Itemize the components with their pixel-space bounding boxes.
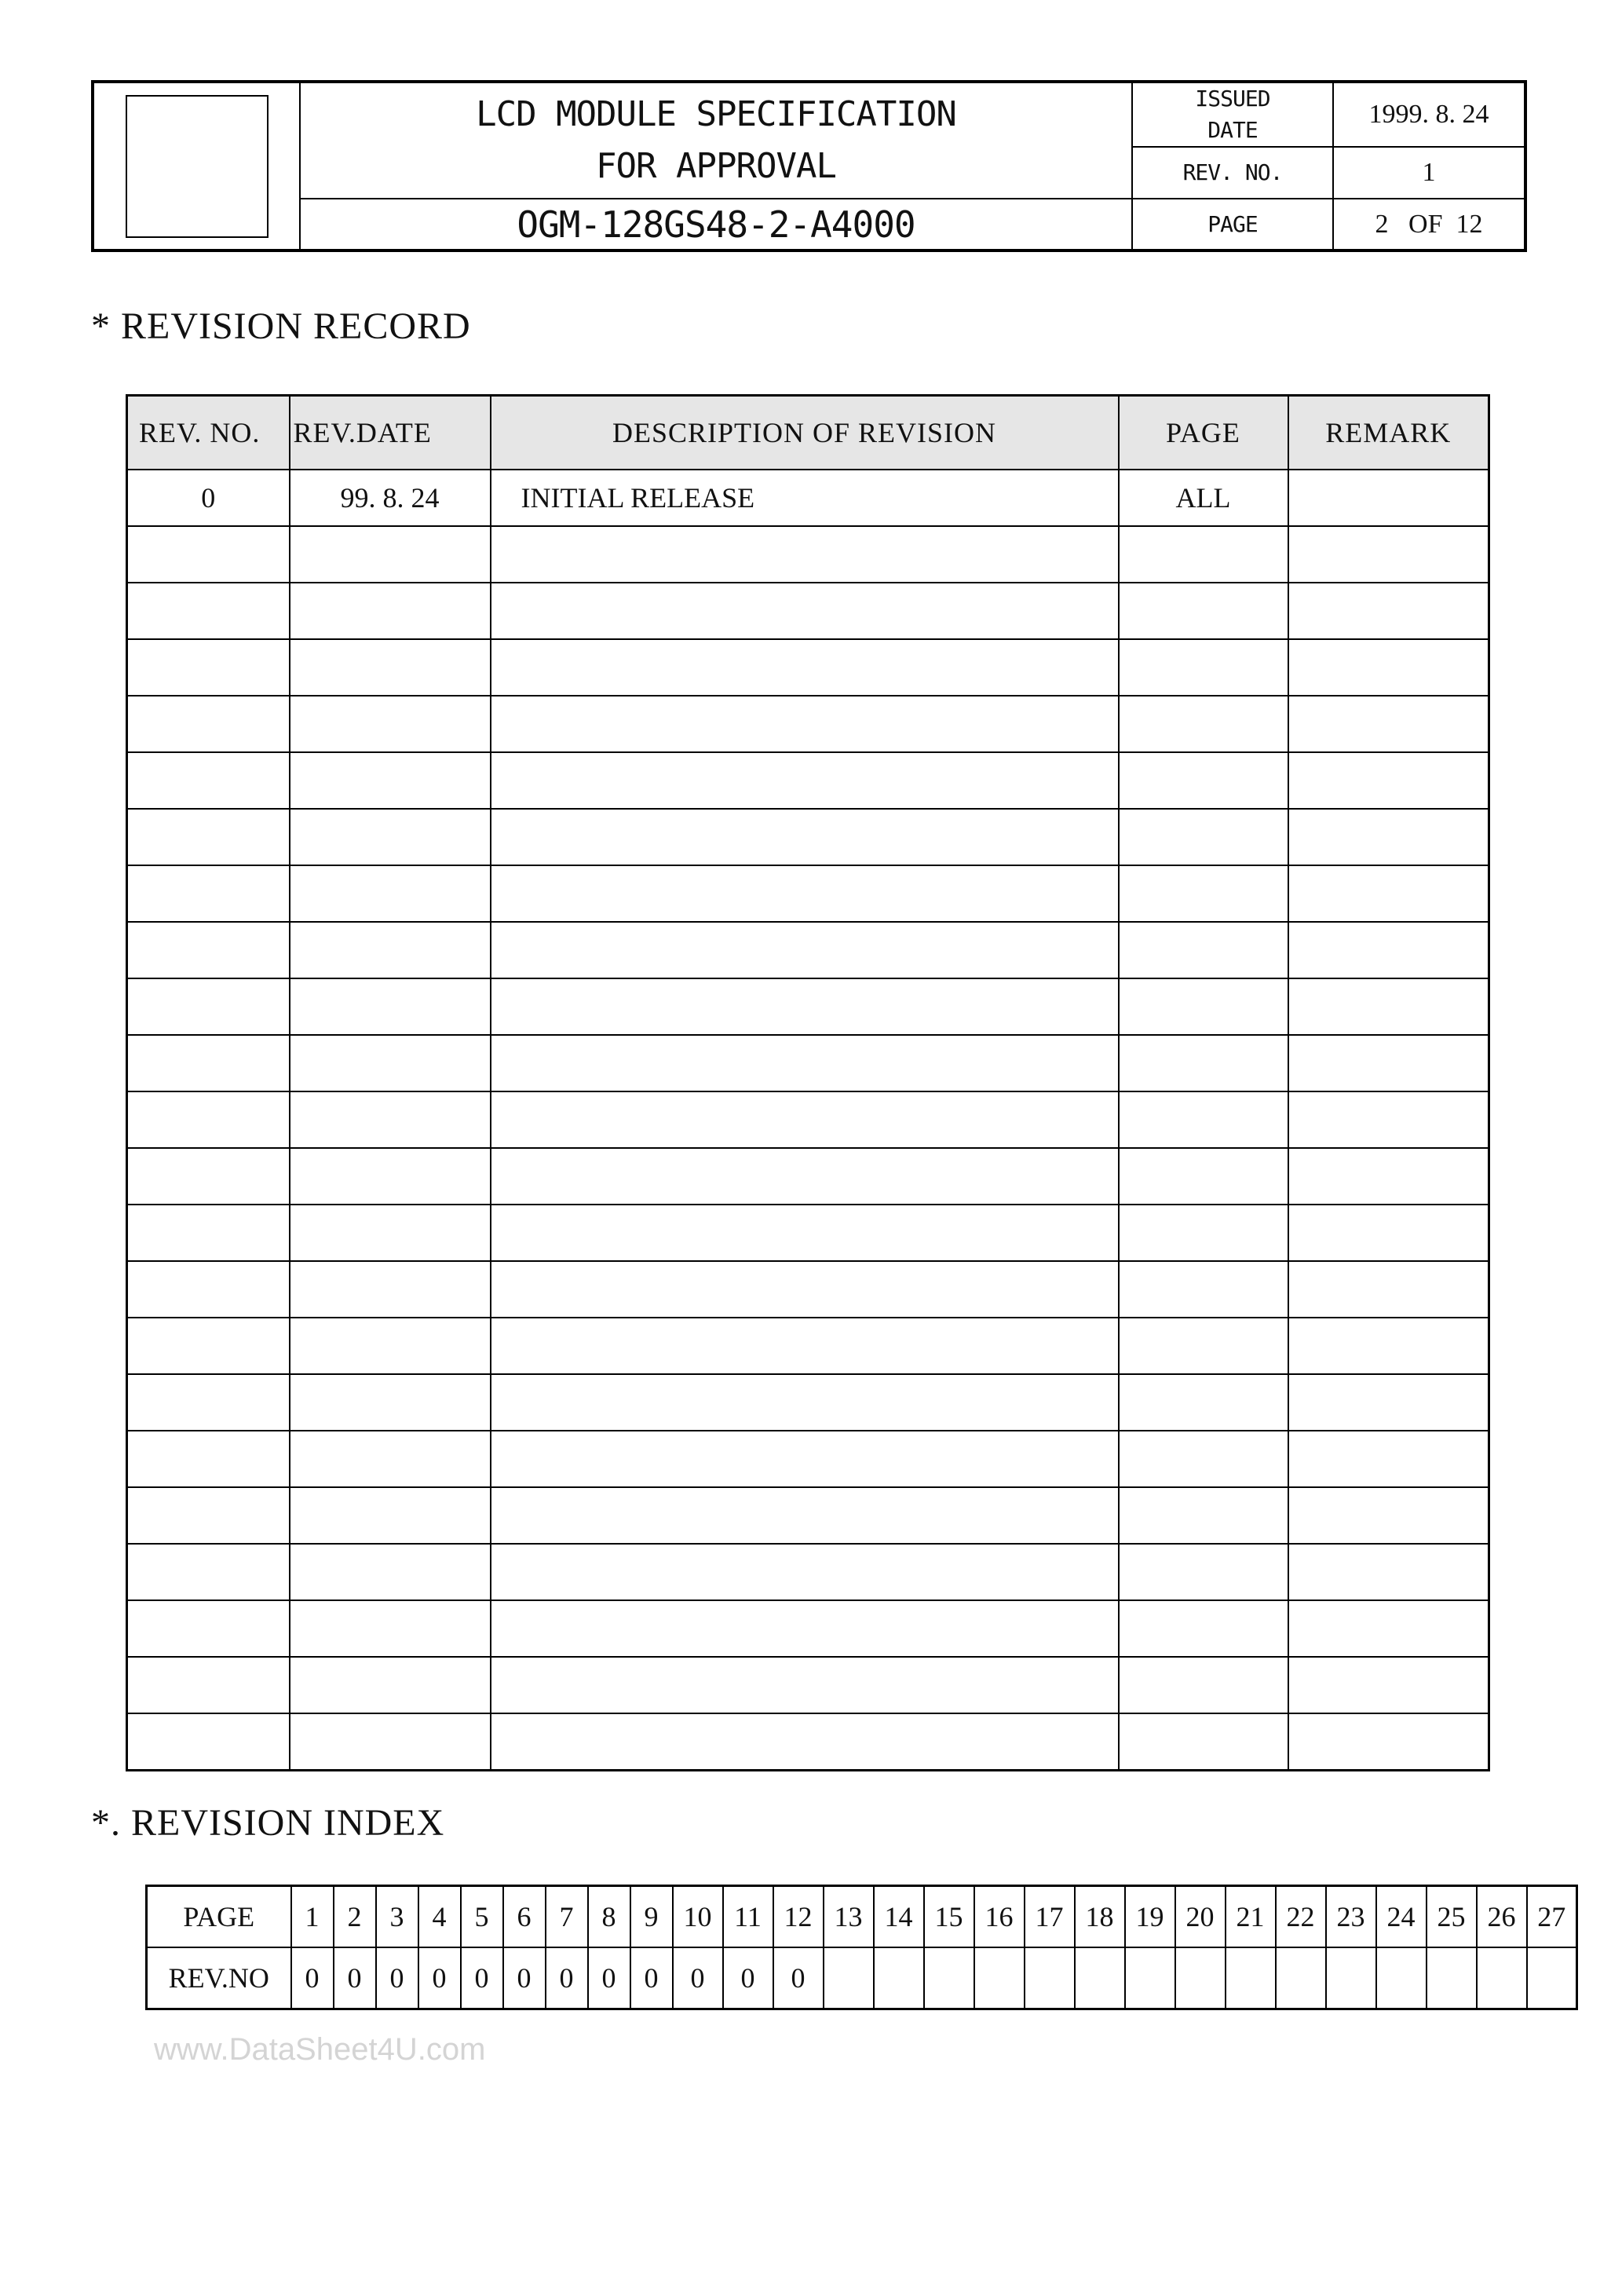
rev-no-value: 1 [1333, 147, 1525, 199]
cell-page [1119, 752, 1288, 809]
revision-record-row [127, 696, 1489, 752]
col-rev-no: REV. NO. [127, 396, 290, 470]
revision-index-page-cell: 25 [1427, 1886, 1477, 1948]
revision-record-row [127, 1035, 1489, 1091]
cell-rev-no [127, 1657, 290, 1713]
cell-description [491, 1261, 1119, 1318]
cell-rev-date [290, 978, 491, 1035]
revision-record-row [127, 470, 1489, 526]
cell-page [1119, 1657, 1288, 1713]
cell-page [1119, 809, 1288, 865]
revision-record-row [127, 809, 1489, 865]
logo-placeholder [126, 95, 269, 238]
revision-index-rev-cell: 0 [334, 1947, 376, 2009]
watermark: www.DataSheet4U.com [154, 2032, 486, 2067]
spec-title-line1: LCD MODULE SPECIFICATION [476, 94, 956, 134]
cell-rev-date [290, 922, 491, 978]
revision-index-page-cell: 22 [1276, 1886, 1326, 1948]
page-label: PAGE [1132, 199, 1333, 250]
cell-rev-no [127, 1318, 290, 1374]
revision-record-row [127, 639, 1489, 696]
cell-rev-no [127, 1091, 290, 1148]
spec-title-line2: FOR APPROVAL [596, 146, 836, 186]
revision-record-row [127, 865, 1489, 922]
cell-rev-date [290, 1318, 491, 1374]
cell-page [1119, 978, 1288, 1035]
cell-remark [1288, 1035, 1489, 1091]
revision-record-row [127, 1487, 1489, 1544]
revision-index-rev-cell [874, 1947, 924, 2009]
cell-description [491, 1713, 1119, 1771]
revision-index-rev-cell: 0 [461, 1947, 503, 2009]
revision-record-row [127, 752, 1489, 809]
cell-description [491, 1035, 1119, 1091]
cell-rev-date [290, 1544, 491, 1600]
col-rev-date: REV.DATE [290, 396, 491, 470]
revision-index-page-cell: 12 [773, 1886, 824, 1948]
revision-index-rev-cell [1125, 1947, 1175, 2009]
revision-record-row [127, 1713, 1489, 1771]
revision-record-row [127, 1091, 1489, 1148]
revision-index-page-row [147, 1886, 1577, 1948]
revision-index-rev-cell [1427, 1947, 1477, 2009]
cell-rev-no [127, 978, 290, 1035]
doc-number: OGM-128GS48-2-A4000 [300, 199, 1132, 250]
revision-index-rev-cell [1527, 1947, 1577, 2009]
logo-cell [93, 82, 300, 250]
col-remark: REMARK [1288, 396, 1489, 470]
cell-description [491, 1148, 1119, 1205]
revision-record-row [127, 1261, 1489, 1318]
cell-description [491, 1487, 1119, 1544]
revision-index-rev-cell [1326, 1947, 1376, 2009]
cell-rev-date [290, 752, 491, 809]
cell-page [1119, 1600, 1288, 1657]
cell-page [1119, 922, 1288, 978]
revision-record-table [126, 394, 1490, 1771]
cell-rev-no [127, 526, 290, 583]
revision-record-row [127, 922, 1489, 978]
cell-description [491, 696, 1119, 752]
cell-rev-no [127, 865, 290, 922]
cell-rev-no [127, 1600, 290, 1657]
cell-remark [1288, 1374, 1489, 1431]
revision-index-rev-cell: 0 [588, 1947, 630, 2009]
revision-index-page-cell: 21 [1226, 1886, 1276, 1948]
cell-remark [1288, 1091, 1489, 1148]
cell-remark [1288, 1600, 1489, 1657]
cell-remark [1288, 865, 1489, 922]
revision-record-row [127, 1205, 1489, 1261]
cell-page [1119, 1035, 1288, 1091]
revision-index-page-cell: 1 [291, 1886, 334, 1948]
revision-index-page-cell: 17 [1025, 1886, 1075, 1948]
revision-index-heading: *. REVISION INDEX [91, 1802, 445, 1844]
cell-page [1119, 1261, 1288, 1318]
rev-no-label: REV. NO. [1132, 147, 1333, 199]
revision-index-rev-cell [1477, 1947, 1527, 2009]
col-page: PAGE [1119, 396, 1288, 470]
revision-index-rev-cell: 0 [503, 1947, 546, 2009]
cell-rev-date [290, 1261, 491, 1318]
cell-page: ALL [1119, 470, 1288, 526]
revision-record-row [127, 583, 1489, 639]
cell-rev-date [290, 1091, 491, 1148]
cell-rev-no [127, 1713, 290, 1771]
cell-rev-no [127, 696, 290, 752]
revision-record-row [127, 526, 1489, 583]
cell-description [491, 922, 1119, 978]
issued-date-value: 1999. 8. 24 [1333, 82, 1525, 147]
cell-page [1119, 1148, 1288, 1205]
cell-rev-no [127, 1148, 290, 1205]
revision-index-page-cell: 13 [824, 1886, 874, 1948]
cell-rev-no [127, 1487, 290, 1544]
revision-record-row [127, 1657, 1489, 1713]
revision-index-page-cell: 9 [630, 1886, 673, 1948]
revision-index-page-cell: 5 [461, 1886, 503, 1948]
cell-description [491, 809, 1119, 865]
revision-index-rev-cell: 0 [418, 1947, 461, 2009]
revision-record-row [127, 1544, 1489, 1600]
cell-page [1119, 865, 1288, 922]
spec-title [300, 82, 1132, 199]
cell-rev-date [290, 639, 491, 696]
cell-page [1119, 1318, 1288, 1374]
revision-index-rev-cell [1175, 1947, 1226, 2009]
cell-rev-no [127, 1035, 290, 1091]
cell-rev-date [290, 1657, 491, 1713]
document-header [91, 80, 1524, 251]
cell-rev-date [290, 809, 491, 865]
cell-remark [1288, 1148, 1489, 1205]
cell-remark [1288, 526, 1489, 583]
revision-record-row [127, 1431, 1489, 1487]
cell-rev-no [127, 639, 290, 696]
cell-remark [1288, 1487, 1489, 1544]
cell-page [1119, 1487, 1288, 1544]
cell-remark [1288, 1431, 1489, 1487]
cell-remark [1288, 1713, 1489, 1771]
revision-index-rev-cell: 0 [291, 1947, 334, 2009]
cell-description [491, 526, 1119, 583]
cell-page [1119, 1091, 1288, 1148]
cell-remark [1288, 1261, 1489, 1318]
revision-index-rev-cell [924, 1947, 974, 2009]
revision-index-page-cell: 3 [376, 1886, 418, 1948]
cell-description [491, 1544, 1119, 1600]
revision-index-rev-cell [1376, 1947, 1427, 2009]
col-description: DESCRIPTION OF REVISION [491, 396, 1119, 470]
issued-label-line2: DATE [1207, 117, 1258, 143]
revision-index-page-cell: 24 [1376, 1886, 1427, 1948]
cell-remark [1288, 696, 1489, 752]
cell-rev-no [127, 1544, 290, 1600]
cell-rev-date [290, 1713, 491, 1771]
cell-remark [1288, 809, 1489, 865]
cell-rev-no [127, 583, 290, 639]
revision-index-page-cell: 18 [1075, 1886, 1125, 1948]
revision-index-rev-cell: 0 [673, 1947, 723, 2009]
cell-description [491, 1205, 1119, 1261]
revision-record-row [127, 978, 1489, 1035]
revision-index-rev-cell: 0 [546, 1947, 588, 2009]
revision-index-page-cell: 23 [1326, 1886, 1376, 1948]
cell-description [491, 583, 1119, 639]
cell-rev-no [127, 809, 290, 865]
revision-index-page-cell: 16 [974, 1886, 1025, 1948]
cell-remark [1288, 1205, 1489, 1261]
cell-rev-date [290, 1431, 491, 1487]
cell-rev-date [290, 865, 491, 922]
cell-rev-no [127, 1431, 290, 1487]
cell-description: INITIAL RELEASE [491, 470, 1119, 526]
cell-description [491, 1431, 1119, 1487]
cell-rev-date [290, 1035, 491, 1091]
revision-index-page-cell: 10 [673, 1886, 723, 1948]
revision-index-rev-cell: 0 [376, 1947, 418, 2009]
cell-page [1119, 639, 1288, 696]
revision-index-rev-row [147, 1947, 1577, 2009]
cell-remark [1288, 1318, 1489, 1374]
revision-index-page-cell: 6 [503, 1886, 546, 1948]
cell-rev-no [127, 1374, 290, 1431]
revision-index-page-cell: 27 [1527, 1886, 1577, 1948]
revision-record-row [127, 1600, 1489, 1657]
cell-page [1119, 526, 1288, 583]
revision-record-header-row [127, 396, 1489, 470]
cell-remark [1288, 752, 1489, 809]
cell-page [1119, 1374, 1288, 1431]
cell-remark [1288, 1657, 1489, 1713]
cell-rev-date [290, 1148, 491, 1205]
revision-index-page-cell: 4 [418, 1886, 461, 1948]
cell-description [491, 865, 1119, 922]
issued-date-label [1132, 82, 1333, 147]
revision-index-page-cell: 2 [334, 1886, 376, 1948]
revision-index-page-cell: 26 [1477, 1886, 1527, 1948]
cell-rev-date [290, 696, 491, 752]
cell-rev-date [290, 583, 491, 639]
cell-description [491, 1374, 1119, 1431]
cell-rev-date: 99. 8. 24 [290, 470, 491, 526]
revision-index-rev-cell: 0 [773, 1947, 824, 2009]
cell-description [491, 1091, 1119, 1148]
revision-index-page-cell: 20 [1175, 1886, 1226, 1948]
cell-rev-no: 0 [127, 470, 290, 526]
cell-description [491, 1600, 1119, 1657]
revision-record-heading: * REVISION RECORD [91, 305, 471, 347]
cell-remark [1288, 922, 1489, 978]
cell-page [1119, 1205, 1288, 1261]
cell-remark [1288, 639, 1489, 696]
cell-description [491, 1657, 1119, 1713]
cell-rev-date [290, 1374, 491, 1431]
revision-index-rev-cell [1025, 1947, 1075, 2009]
revision-index-table [145, 1885, 1578, 2010]
cell-remark [1288, 1544, 1489, 1600]
issued-label-line1: ISSUED [1195, 86, 1270, 112]
revision-index-page-cell: 14 [874, 1886, 924, 1948]
revision-record-row [127, 1318, 1489, 1374]
cell-page [1119, 583, 1288, 639]
cell-rev-no [127, 922, 290, 978]
cell-page [1119, 1431, 1288, 1487]
cell-rev-no [127, 752, 290, 809]
cell-page [1119, 1713, 1288, 1771]
cell-remark [1288, 583, 1489, 639]
cell-description [491, 1318, 1119, 1374]
cell-description [491, 752, 1119, 809]
revision-index-rev-cell [974, 1947, 1025, 2009]
page-value: 2 OF 12 [1333, 199, 1525, 250]
cell-rev-date [290, 1600, 491, 1657]
revision-index-page-cell: 8 [588, 1886, 630, 1948]
cell-remark [1288, 470, 1489, 526]
cell-description [491, 639, 1119, 696]
revision-index-rev-label: REV.NO [147, 1947, 291, 2009]
revision-index-page-cell: 7 [546, 1886, 588, 1948]
revision-index-page-cell: 11 [723, 1886, 773, 1948]
revision-index-rev-cell [1276, 1947, 1326, 2009]
cell-rev-no [127, 1261, 290, 1318]
revision-index-page-cell: 15 [924, 1886, 974, 1948]
revision-index-rev-cell [824, 1947, 874, 2009]
revision-index-rev-cell [1226, 1947, 1276, 2009]
revision-record-row [127, 1374, 1489, 1431]
revision-index-page-cell: 19 [1125, 1886, 1175, 1948]
revision-index-rev-cell: 0 [630, 1947, 673, 2009]
cell-page [1119, 1544, 1288, 1600]
cell-rev-date [290, 1487, 491, 1544]
revision-index-rev-cell: 0 [723, 1947, 773, 2009]
revision-record-row [127, 1148, 1489, 1205]
cell-rev-date [290, 526, 491, 583]
cell-remark [1288, 978, 1489, 1035]
cell-rev-no [127, 1205, 290, 1261]
cell-page [1119, 696, 1288, 752]
cell-rev-date [290, 1205, 491, 1261]
cell-description [491, 978, 1119, 1035]
revision-index-rev-cell [1075, 1947, 1125, 2009]
revision-index-page-label: PAGE [147, 1886, 291, 1948]
